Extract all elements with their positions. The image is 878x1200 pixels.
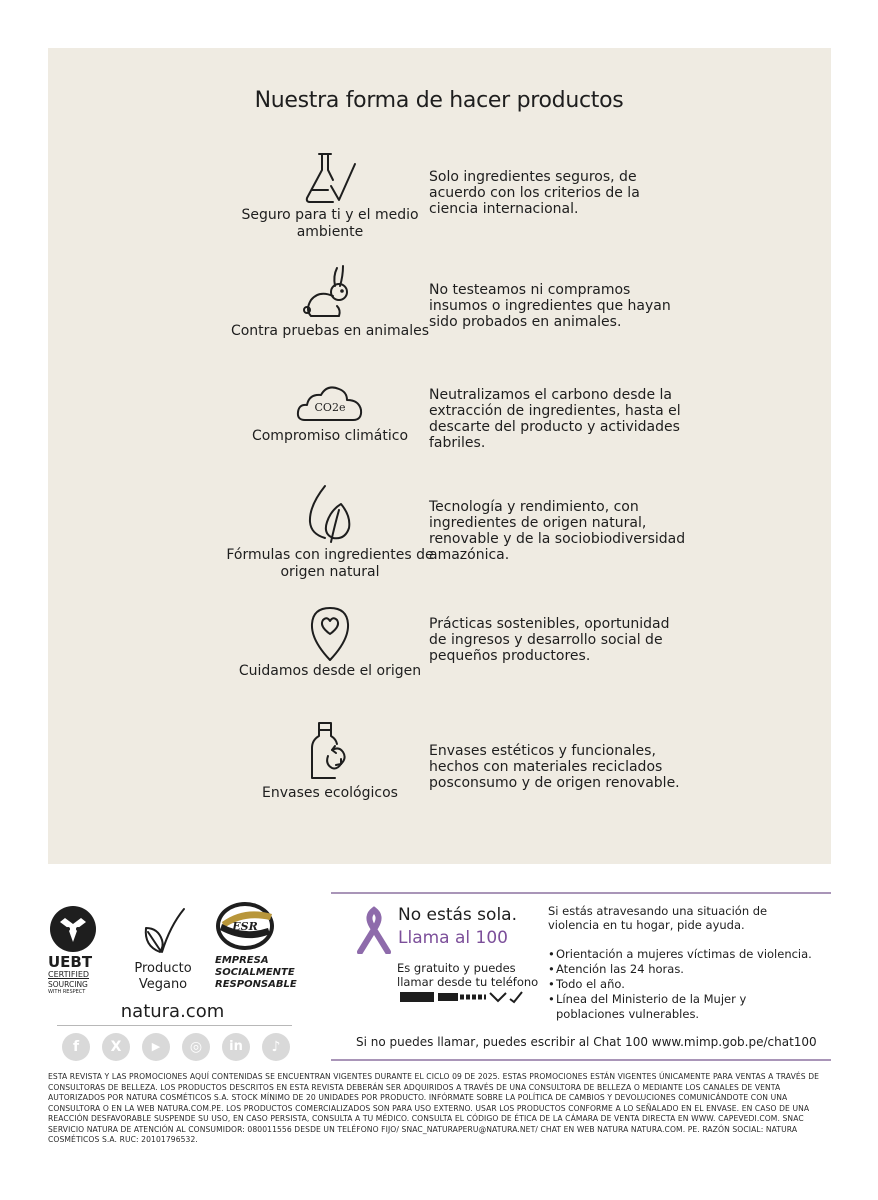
linkedin-icon[interactable]: in [222, 1033, 250, 1061]
value-label: Seguro para ti y el medio ambiente [241, 207, 419, 240]
value-label: Envases ecológicos [262, 785, 398, 801]
instagram-icon[interactable]: ◎ [182, 1033, 210, 1061]
value-description: Prácticas sostenibles, oportunidad de ingresos y desarrollo social de pequeños productores. [429, 616, 670, 664]
rabbit-icon [295, 262, 365, 322]
uebt-name: UEBT [48, 953, 93, 971]
tiktok-icon[interactable]: ♪ [262, 1033, 290, 1061]
flask-check-icon [295, 150, 365, 210]
help-bullet: • Orientación a mujeres víctimas de violencia. [548, 947, 818, 962]
esr-seal-text: ESR [232, 920, 258, 933]
value-label: Contra pruebas en animales [230, 323, 430, 339]
vegan-leaf-icon [140, 906, 188, 956]
uebt-logo [48, 904, 98, 954]
value-label: Compromiso climático [251, 428, 409, 444]
vegan-label: Producto Vegano [134, 961, 192, 992]
value-row-cruelty-free [0, 262, 878, 372]
youtube-icon[interactable]: ▶ [142, 1033, 170, 1061]
uebt-respect: WITH RESPECT [48, 989, 86, 995]
help-free-text: Es gratuito y puedes llamar desde tu teléfono [397, 961, 539, 989]
legal-disclaimer: ESTA REVISTA Y LAS PROMOCIONES AQUÍ CONTENIDAS SE ENCUENTRAN VIGENTES DURANTE EL CICLO 09 DE 2025. ESTAS PROMOCIONES ESTÁN VIGENTES ÚNICAMENTE PARA VENTAS A TRAVÉS DE CONSULTORAS DE BELLEZA. LOS PRODUCTOS DESCRITOS EN ESTA REVISTA DEBERÁN SER ADQUIRIDOS A TRAVÉS DE UNA CONSULTORA DE BELLEZA O MEDIANTE LOS CANALES DE VENTA AUTORIZADOS POR NATURA COSMÉTICOS S.A. STOCK MÍNIMO DE 20 UNIDADES POR PRODUCTO. INFÓRMATE SOBRE LA POLÍTICA DE CAMBIOS Y DEVOLUCIONES COMUNICÁNDOTE CON UNA CONSULTORA O EN LA WEB NATURA.COM.PE. LOS PRODUCTOS COMERCIALIZADOS SON PARA USO EXTERNO. USAR LOS PRODUCTOS CONFORME A LO SEÑALADO EN EL ENVASE. EN CASO DE UNA REACCIÓN DESFAVORABLE SUSPENDE SU USO, EN CASO PERSISTA, CONSULTA A TU MÉDICO. CONSULTA EL CÓDIGO DE ÉTICA DE LA CÁMARA DE VENTA DIRECTA EN WWW. CAPEVEDI.COM. SNAC SERVICIO NATURA DE ATENCIÓN AL CONSUMIDOR: 080011556 DESDE UN TELÉFONO FIJO/ SNAC_NATURAPERU@NATURA.NET/ CHAT EN WEB NATURA NATURA.COM. PE. RAZÓN SOCIAL: NATURA COSMÉTICOS S.A. RUC: 20101796532. [48, 1072, 820, 1144]
phone-scribble-icon [398, 989, 528, 1003]
website-link[interactable]: natura.com [120, 1001, 225, 1022]
help-box-bottom-rule [331, 1059, 831, 1061]
value-description: No testeamos ni compramos insumos o ingredientes que hayan sido probados en animales. [429, 282, 671, 330]
help-bullet: • Atención las 24 horas. [548, 962, 818, 977]
esr-seal-icon [214, 900, 276, 952]
value-row-origin [0, 604, 878, 714]
value-row-safe [0, 148, 878, 258]
value-description: Solo ingredientes seguros, de acuerdo con los criterios de la ciencia internacional. [429, 169, 640, 217]
help-phone: Llama al 100 [398, 928, 508, 948]
value-label: Cuidamos desde el origen [238, 663, 422, 679]
value-row-climate [0, 378, 878, 488]
help-bullet-list [548, 947, 818, 1022]
heart-pin-icon [295, 604, 365, 664]
uebt-certified: CERTIFIED [48, 970, 90, 979]
esr-line1: EMPRESA [215, 955, 269, 966]
uebt-sourcing: SOURCING [48, 980, 88, 989]
value-description: Tecnología y rendimiento, con ingredientes de origen natural, renovable y de la sociobiodiversidad amazónica. [429, 499, 686, 563]
value-row-packaging [0, 720, 878, 830]
help-box-top-rule [331, 892, 831, 894]
help-bullet: • Todo el año. [548, 977, 818, 992]
panel-title: Nuestra forma de hacer productos [254, 88, 624, 113]
leaf-drop-icon [295, 484, 365, 544]
esr-line3: RESPONSABLE [215, 979, 297, 990]
value-row-natural [0, 484, 878, 594]
value-label: Fórmulas con ingredientes de origen natural [226, 547, 434, 580]
facebook-icon[interactable]: f [62, 1033, 90, 1061]
purple-ribbon-icon [356, 906, 392, 954]
x-icon[interactable]: X [102, 1033, 130, 1061]
help-chat-link[interactable]: Si no puedes llamar, puedes escribir al Chat 100 www.mimp.gob.pe/chat100 [356, 1035, 817, 1049]
help-title: No estás sola. [398, 905, 517, 925]
value-description: Neutralizamos el carbono desde la extracción de ingredientes, hasta el descarte del producto y actividades fabriles. [429, 387, 681, 451]
value-description: Envases estéticos y funcionales, hechos con materiales reciclados posconsumo y de origen renovable. [429, 743, 680, 791]
help-bullet: • Línea del Ministerio de la Mujer y poblaciones vulnerables. [548, 992, 818, 1022]
co2e-icon-text: CO2e [314, 401, 346, 414]
help-intro: Si estás atravesando una situación de violencia en tu hogar, pide ayuda. [548, 904, 768, 932]
recycle-bottle-icon [295, 720, 365, 780]
esr-line2: SOCIALMENTE [215, 967, 295, 978]
website-divider [57, 1025, 292, 1026]
